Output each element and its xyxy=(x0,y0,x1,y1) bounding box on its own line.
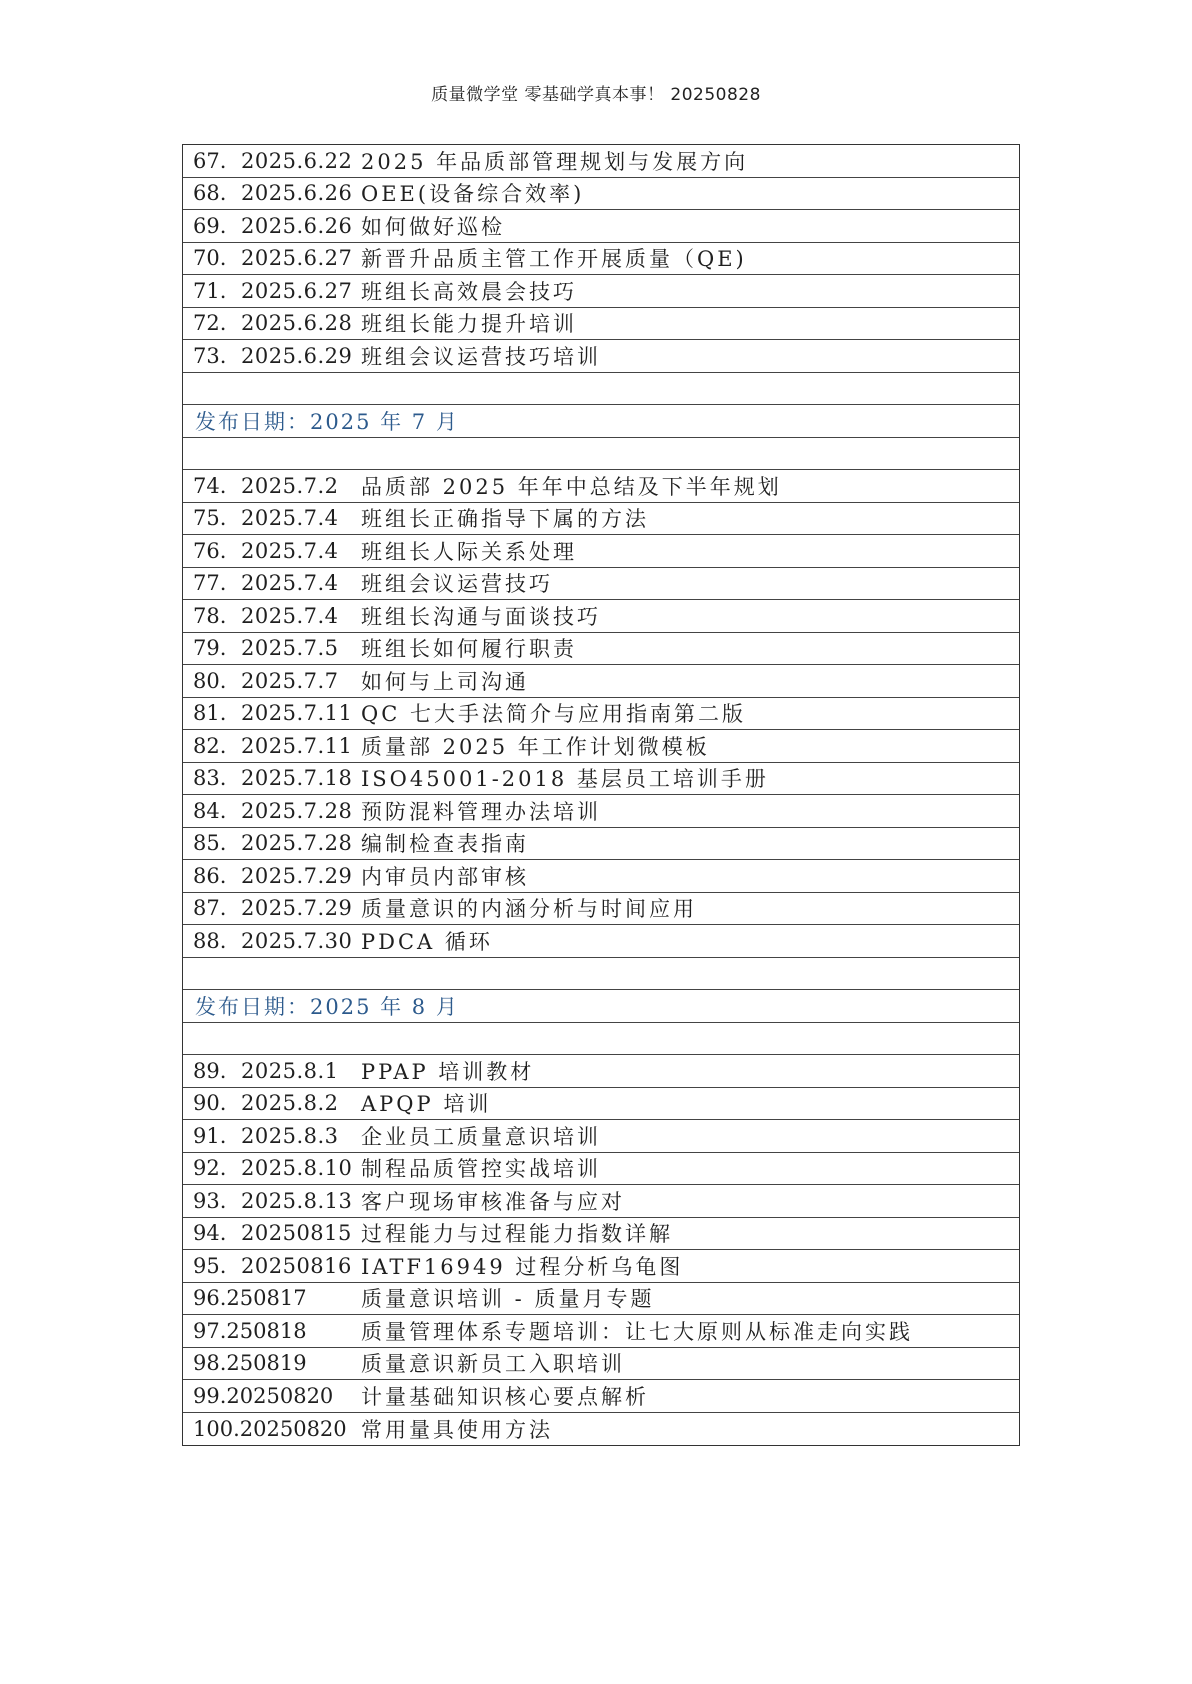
row-number-date xyxy=(183,1351,361,1375)
row-date: 20250820 xyxy=(239,1416,347,1441)
row-number: 86. xyxy=(193,863,227,888)
table-row xyxy=(183,535,1019,568)
table-row xyxy=(183,1315,1019,1348)
table-row xyxy=(183,1218,1019,1251)
row-title: 品质部 2025 年年中总结及下半年规划 xyxy=(361,474,782,499)
row-title: 常用量具使用方法 xyxy=(361,1417,553,1442)
row-number: 79. xyxy=(193,636,227,661)
row-date: 250819 xyxy=(226,1351,307,1376)
row-number: 89. xyxy=(193,1058,227,1083)
row-date: 2025.7.28 xyxy=(241,831,353,856)
table-row xyxy=(183,243,1019,276)
row-date: 20250815 xyxy=(241,1221,352,1246)
table-row xyxy=(183,1055,1019,1088)
row-number: 98. xyxy=(193,1351,227,1376)
table-row xyxy=(183,178,1019,211)
blank-row xyxy=(183,438,1019,471)
row-title: 质量意识新员工入职培训 xyxy=(361,1352,625,1377)
blank-row xyxy=(183,373,1019,406)
row-number: 97. xyxy=(193,1318,227,1343)
row-title: 班组长高效晨会技巧 xyxy=(361,279,577,304)
row-number: 82. xyxy=(193,733,227,758)
row-number: 85. xyxy=(193,831,227,856)
row-title: OEE(设备综合效率) xyxy=(361,182,585,207)
row-date: 2025.6.27 xyxy=(241,246,353,271)
row-title: 客户现场审核准备与应对 xyxy=(361,1189,625,1214)
row-number: 96. xyxy=(193,1286,227,1311)
table-row xyxy=(183,1120,1019,1153)
table-row xyxy=(183,860,1019,893)
row-date: 250818 xyxy=(226,1318,307,1343)
blank-row xyxy=(183,1023,1019,1056)
row-number: 88. xyxy=(193,928,227,953)
row-number: 90. xyxy=(193,1091,227,1116)
row-date: 2025.6.26 xyxy=(241,213,353,238)
row-date: 2025.7.2 xyxy=(241,473,339,498)
table-row xyxy=(183,340,1019,373)
row-title: 过程能力与过程能力指数详解 xyxy=(361,1222,673,1247)
table-row xyxy=(183,1088,1019,1121)
row-title: 预防混料管理办法培训 xyxy=(361,799,601,824)
row-date: 2025.8.1 xyxy=(241,1058,339,1083)
row-title: IATF16949 过程分析乌龟图 xyxy=(361,1254,684,1279)
table-row xyxy=(183,763,1019,796)
row-title: PDCA 循环 xyxy=(361,929,493,954)
section-header-row: 发布日期：2025 年 7 月 xyxy=(183,405,1019,438)
row-date: 2025.7.11 xyxy=(241,733,353,758)
table-row xyxy=(183,1348,1019,1381)
row-title: QC 七大手法简介与应用指南第二版 xyxy=(361,702,746,727)
row-title: 班组长如何履行职责 xyxy=(361,637,577,662)
table-row xyxy=(183,503,1019,536)
row-date: 20250816 xyxy=(241,1253,352,1278)
table-row xyxy=(183,1380,1019,1413)
row-date: 2025.7.29 xyxy=(241,863,353,888)
row-number: 83. xyxy=(193,766,227,791)
row-number: 75. xyxy=(193,506,227,531)
row-date: 2025.8.10 xyxy=(241,1156,353,1181)
row-date: 2025.6.28 xyxy=(241,311,353,336)
table-row xyxy=(183,275,1019,308)
row-date: 2025.7.4 xyxy=(241,538,339,563)
row-number-date xyxy=(183,1417,361,1441)
row-title: 班组长沟通与面谈技巧 xyxy=(361,604,601,629)
row-number: 91. xyxy=(193,1123,227,1148)
row-number: 87. xyxy=(193,896,227,921)
row-number: 69. xyxy=(193,213,227,238)
row-title: 如何与上司沟通 xyxy=(361,669,529,694)
row-number: 67. xyxy=(193,148,227,173)
table-row xyxy=(183,568,1019,601)
row-date: 2025.7.11 xyxy=(241,701,353,726)
row-date: 2025.6.29 xyxy=(241,343,353,368)
row-title: 质量意识培训 - 质量月专题 xyxy=(361,1287,655,1312)
row-title: 质量管理体系专题培训：让七大原则从标准走向实践 xyxy=(361,1319,913,1344)
table-row xyxy=(183,1250,1019,1283)
row-title: 班组会议运营技巧 xyxy=(361,572,553,597)
table-row xyxy=(183,600,1019,633)
table-row xyxy=(183,1413,1019,1446)
row-number: 76. xyxy=(193,538,227,563)
row-title: 质量意识的内涵分析与时间应用 xyxy=(361,897,697,922)
course-list-table xyxy=(182,144,1020,1446)
row-number: 74. xyxy=(193,473,227,498)
row-number: 77. xyxy=(193,571,227,596)
row-number: 68. xyxy=(193,181,227,206)
row-title: PPAP 培训教材 xyxy=(361,1059,535,1084)
row-number: 72. xyxy=(193,311,227,336)
row-number: 95. xyxy=(193,1253,227,1278)
row-date: 250817 xyxy=(226,1286,307,1311)
row-number: 100. xyxy=(193,1416,240,1441)
row-date: 2025.6.26 xyxy=(241,181,353,206)
row-number-date xyxy=(183,1286,361,1310)
section-header-row: 发布日期：2025 年 8 月 xyxy=(183,990,1019,1023)
row-date: 2025.6.22 xyxy=(241,148,353,173)
row-date: 2025.7.4 xyxy=(241,603,339,628)
table-row xyxy=(183,665,1019,698)
row-title: 班组长正确指导下属的方法 xyxy=(361,507,649,532)
row-title: 编制检查表指南 xyxy=(361,832,529,857)
row-date: 2025.7.28 xyxy=(241,798,353,823)
table-row xyxy=(183,730,1019,763)
row-title: 2025 年品质部管理规划与发展方向 xyxy=(361,149,749,174)
row-date: 2025.7.18 xyxy=(241,766,353,791)
row-number: 94. xyxy=(193,1221,227,1246)
row-number: 84. xyxy=(193,798,227,823)
row-title: 如何做好巡检 xyxy=(361,214,505,239)
table-row xyxy=(183,893,1019,926)
table-row xyxy=(183,795,1019,828)
table-row xyxy=(183,145,1019,178)
page-header: 质量微学堂 零基础学真本事！ 20250828 xyxy=(431,85,761,105)
row-title: 班组长能力提升培训 xyxy=(361,312,577,337)
blank-row xyxy=(183,958,1019,991)
row-number-date xyxy=(183,1319,361,1343)
row-number: 73. xyxy=(193,343,227,368)
table-row xyxy=(183,828,1019,861)
table-row xyxy=(183,925,1019,958)
row-title: 新晋升品质主管工作开展质量（QE) xyxy=(361,247,747,272)
row-date: 2025.8.3 xyxy=(241,1123,339,1148)
row-title: 企业员工质量意识培训 xyxy=(361,1124,601,1149)
row-number: 78. xyxy=(193,603,227,628)
row-date: 2025.8.2 xyxy=(241,1091,339,1116)
row-date: 2025.7.29 xyxy=(241,896,353,921)
table-row xyxy=(183,1153,1019,1186)
table-row xyxy=(183,1283,1019,1316)
row-date: 2025.7.5 xyxy=(241,636,339,661)
row-title: APQP 培训 xyxy=(361,1092,492,1117)
table-row xyxy=(183,470,1019,503)
row-title: 质量部 2025 年工作计划微模板 xyxy=(361,734,710,759)
row-date: 2025.6.27 xyxy=(241,278,353,303)
row-date: 2025.7.4 xyxy=(241,571,339,596)
row-title: 班组会议运营技巧培训 xyxy=(361,344,601,369)
row-date: 2025.7.30 xyxy=(241,928,353,953)
row-date: 20250820 xyxy=(226,1383,334,1408)
row-title: 制程品质管控实战培训 xyxy=(361,1157,601,1182)
row-number: 80. xyxy=(193,668,227,693)
row-date: 2025.7.7 xyxy=(241,668,339,693)
row-date: 2025.8.13 xyxy=(241,1188,353,1213)
table-row xyxy=(183,698,1019,731)
row-date: 2025.7.4 xyxy=(241,506,339,531)
row-title: 班组长人际关系处理 xyxy=(361,539,577,564)
table-row xyxy=(183,210,1019,243)
table-row xyxy=(183,308,1019,341)
row-title: 计量基础知识核心要点解析 xyxy=(361,1384,649,1409)
row-number: 81. xyxy=(193,701,227,726)
row-number: 70. xyxy=(193,246,227,271)
row-title: 内审员内部审核 xyxy=(361,864,529,889)
row-number: 93. xyxy=(193,1188,227,1213)
table-row xyxy=(183,1185,1019,1218)
row-number-date xyxy=(183,1384,361,1408)
row-number: 92. xyxy=(193,1156,227,1181)
row-number: 71. xyxy=(193,278,227,303)
table-row xyxy=(183,633,1019,666)
row-title: ISO45001-2018 基层员工培训手册 xyxy=(361,767,769,792)
row-number: 99. xyxy=(193,1383,227,1408)
